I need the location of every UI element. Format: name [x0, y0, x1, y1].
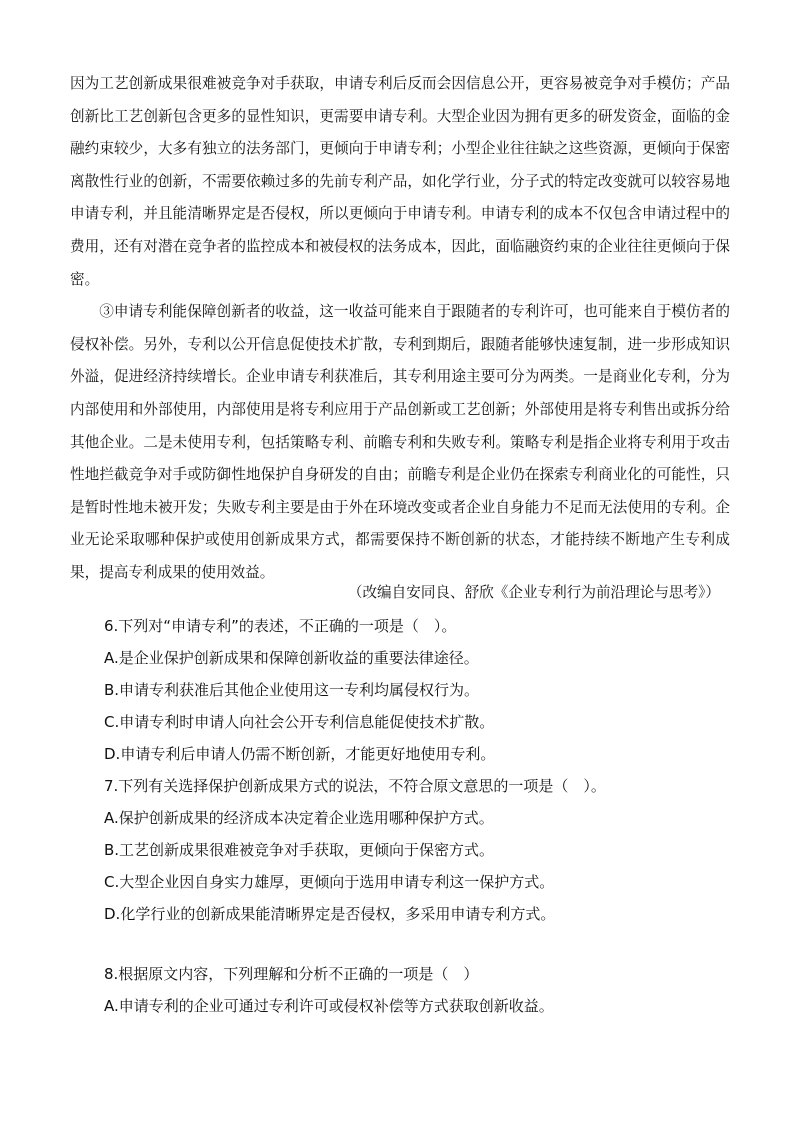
question-6	[104, 610, 744, 770]
question-6-option-c: C.申请专利时申请人向社会公开专利信息能促使技术扩散。	[104, 713, 495, 731]
question-8	[104, 958, 744, 1022]
passage-paragraph-1: 因为工艺创新成果很难被竞争对手获取，申请专利后反而会因信息公开，更容易被竞争对手模仿；产品创新比工艺创新包含更多的显性知识，更需要申请专利。大型企业因为拥有更多的研发资金，面临的金融约束较少，大多有独立的法务部门，更倾向于申请专利；小型企业往往缺之这些资源，更倾向于保密离散性行业的创新，不需要依赖过多的先前专利产品，如化学行业，分子式的特定改变就可以较容易地申请专利，并且能清晰界定是否侵权，所以更倾向于申请专利。申请专利的成本不仅包含申请过程中的费用，还有对潜在竞争者的监控成本和被侵权的法务成本，因此，面临融资约束的企业往往更倾向于保密。	[70, 75, 730, 288]
question-8-stem: 8.根据原文内容，下列理解和分析不正确的一项是（ ）	[104, 965, 479, 983]
question-7	[104, 770, 744, 930]
question-7-stem: 7.下列有关选择保护创新成果方式的说法，不符合原文意思的一项是（ ）。	[104, 777, 606, 795]
passage-paragraph-2: ③申请专利能保障创新者的收益，这一收益可能来自于跟随者的专利许可，也可能来自于模仿者的侵权补偿。另外，专利以公开信息促使技术扩散，专利到期后，跟随者能够快速复制，进一步形成知识外溢，促进经济持续增长。企业申请专利获准后，其专利用途主要可分为两类。一是商业化专利，分为内部使用和外部使用，内部使用是将专利应用于产品创新或工艺创新；外部使用是将专利售出或拆分给其他企业。二是未使用专利，包括策略专利、前瞻专利和失败专利。策略专利是指企业将专利用于攻击性地拦截竞争对手或防御性地保护自身研发的自由；前瞻专利是企业仍在探索专利商业化的可能性，只是暂时性地未被开发；失败专利主要是由于外在环境改变或者企业自身能力不足而无法使用的专利。企业无论采取哪种保护或使用创新成果方式，都需要保持不断创新的状态，才能持续不断地产生专利成果，提高专利成果的使用效益。	[70, 303, 730, 581]
question-spacer	[104, 930, 744, 958]
question-6-stem: 6.下列对“申请专利”的表述，不正确的一项是（ ）。	[104, 617, 457, 635]
question-7-option-d: D.化学行业的创新成果能清晰界定是否侵权，多采用申请专利方式。	[104, 905, 556, 923]
passage-source: （改编自安同良、舒欣《企业专利行为前沿理论与思考》）	[347, 584, 720, 601]
question-list	[104, 610, 744, 1022]
question-7-option-c: C.大型企业因自身实力雄厚，更倾向于选用申请专利这一保护方式。	[104, 873, 555, 891]
question-8-option-a: A.申请专利的企业可通过专利许可或侵权补偿等方式获取创新收益。	[104, 997, 554, 1015]
question-7-option-b: B.工艺创新成果很难被竞争对手获取，更倾向于保密方式。	[104, 841, 495, 859]
question-6-option-b: B.申请专利获准后其他企业使用这一专利均属侵权行为。	[104, 681, 480, 699]
question-7-option-a: A.保护创新成果的经济成本决定着企业选用哪种保护方式。	[104, 809, 494, 827]
question-6-option-a: A.是企业保护创新成果和保障创新收益的重要法律途径。	[104, 649, 479, 667]
reading-passage	[70, 68, 730, 590]
question-6-option-d: D.申请专利后申请人仍需不断创新，才能更好地使用专利。	[104, 745, 496, 763]
